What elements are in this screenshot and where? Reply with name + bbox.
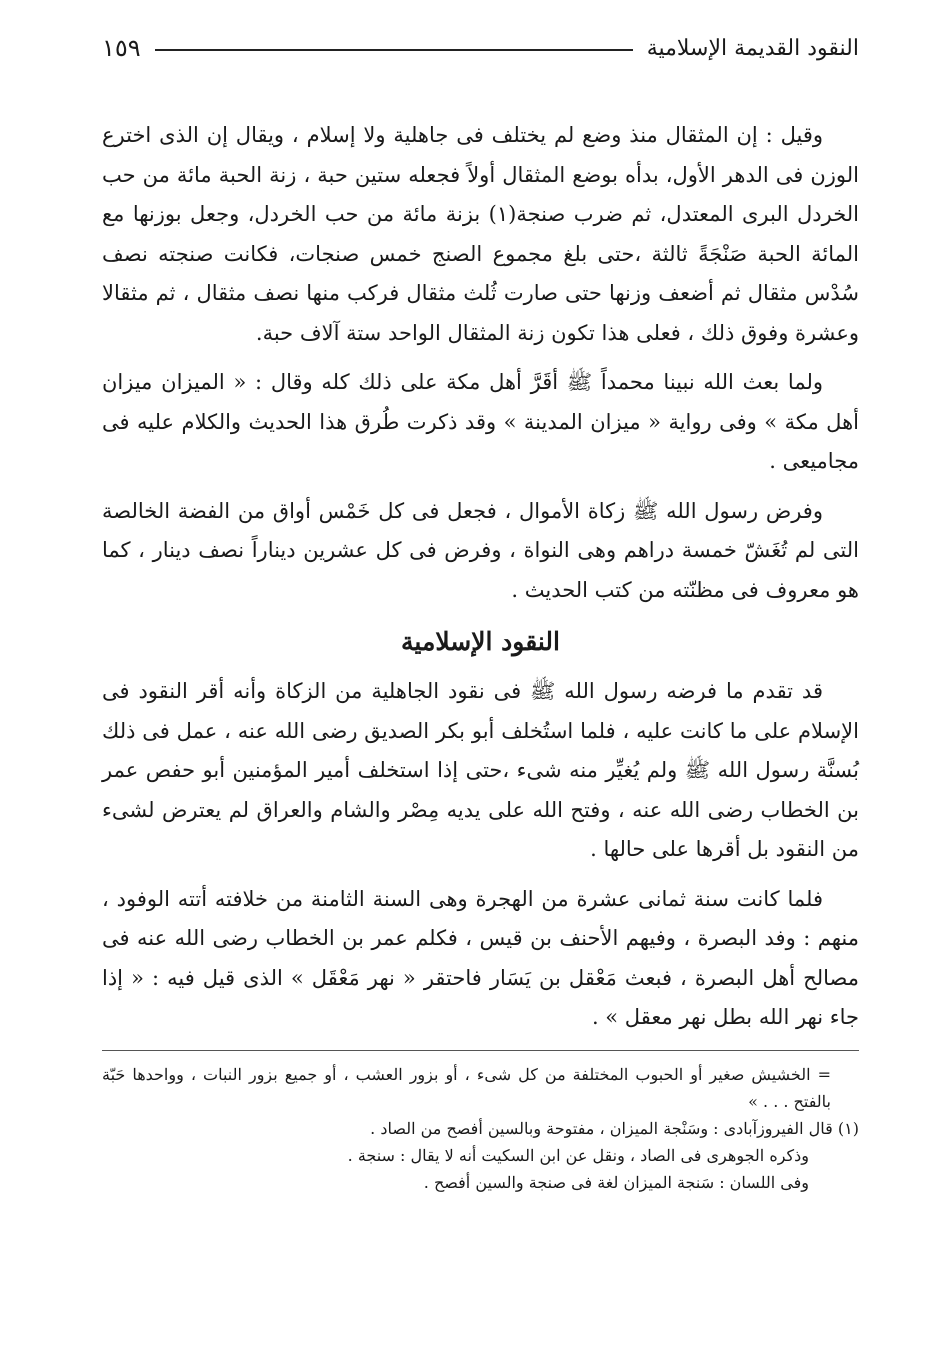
- page-number: ١٥٩: [102, 34, 141, 62]
- paragraph-zakat: وفرض رسول الله ﷺ زكاة الأموال ، فجعل فى كل خَمْس أواق من الفضة الخالصة التى لم تُغَشّ خمسة دراهم وهى النواة ، وفرض فى كل عشرين ديناراً نصف دينار ، كما هو معروف فى مظنّته من كتب الحديث .: [102, 498, 859, 602]
- paragraph-islamic-coinage: قد تقدم ما فرضه رسول الله ﷺ فى نقود الجاهلية من الزكاة وأنه أقر النقود فى الإسلام على ما كانت عليه ، فلما استُخلف أبو بكر الصديق رضى الله عنه ، عمل فى ذلك بُسنَّة رسول الله ﷺ ولم يُغيِّر منه شىء ،حتى إذا استخلف أمير المؤمنين أبو حفص عمر بن الخطاب رضى الله عنه ، وفتح الله على يديه مِصْر والشام والعراق لم يعترض لشىء من النقود بل أقرها على حالها .: [102, 679, 859, 861]
- footnote-continuation-text: الخشيش صغير أو الحبوب المختلفة من كل شىء ، أو بزور العشب ، أو جميع بزور النبات ، وواحدها حَبّة بالفتح . . . »: [102, 1064, 831, 1111]
- footnote-rule: [102, 1050, 859, 1051]
- continuation-mark: =: [817, 1064, 831, 1084]
- header-rule: [155, 49, 633, 51]
- section-heading: النقود الإسلامية: [401, 627, 560, 656]
- footnotes: [102, 1061, 859, 1196]
- paragraph-mithqal: وقيل : إن المثقال منذ وضع لم يختلف فى جاهلية ولا إسلام ، ويقال إن الذى اخترع الوزن فى الدهر الأول، بدأه بوضع المثقال أولاً فجعله ستين حبة ، زنة الحبة مائة من حب الخردل البرى المعتدل، ثم ضرب صنجة(١) بزنة مائة من حب الخردل، وجعل بوزنها مع المائة الحبة صَنْجَةً ثالثة ،حتى بلغ مجموع الصنج خمس صنجات، فكانت صنجته نصف سُدْس مثقال ثم أضعف وزنها حتى صارت ثُلث مثقال فركب منها نصف مثقال ، ثم مثقالا وعشرة وفوق ذلك ، فعلى هذا تكون زنة المثقال الواحد ستة آلاف حبة.: [102, 123, 859, 345]
- page-header: [102, 30, 859, 66]
- main-text: [102, 116, 859, 1038]
- footnote-1: (١) قال الفيروزآبادى : وسَنْجة الميزان ، مفتوحة وبالسين أفصح من الصاد .: [370, 1118, 859, 1138]
- footnote-continuation: [102, 1061, 859, 1115]
- footnote-1-line-3: وفى اللسان : سَنجة الميزان لغة فى صنجة والسين أفصح .: [423, 1172, 809, 1192]
- paragraph-basra-delegation: فلما كانت سنة ثمانى عشرة من الهجرة وهى السنة الثامنة من خلافته أتته الوفود ، منهم : وفد البصرة ، وفيهم الأحنف بن قيس ، فكلم عمر بن الخطاب رضى الله عنه فى مصالح أهل البصرة ، فبعث مَعْقل بن يَسَار فاحتقر « نهر مَعْقَل » الذى قيل فيه : « إذا جاء نهر الله بطل نهر معقل » .: [102, 886, 859, 1029]
- paragraph-mecca-scale: ولما بعث الله نبينا محمداً ﷺ أقَرَّ أهل مكة على ذلك كله وقال : « الميزان ميزان أهل مكة » وفى رواية « ميزان المدينة » وقد ذكرت طُرق هذا الحديث والكلام عليه فى مجاميعى .: [102, 370, 859, 473]
- running-title: النقود القديمة الإسلامية: [646, 35, 859, 61]
- footnote-1-line-2: وذكره الجوهرى فى الصاد ، ونقل عن ابن السكيت أنه لا يقال : سنجة .: [347, 1145, 809, 1165]
